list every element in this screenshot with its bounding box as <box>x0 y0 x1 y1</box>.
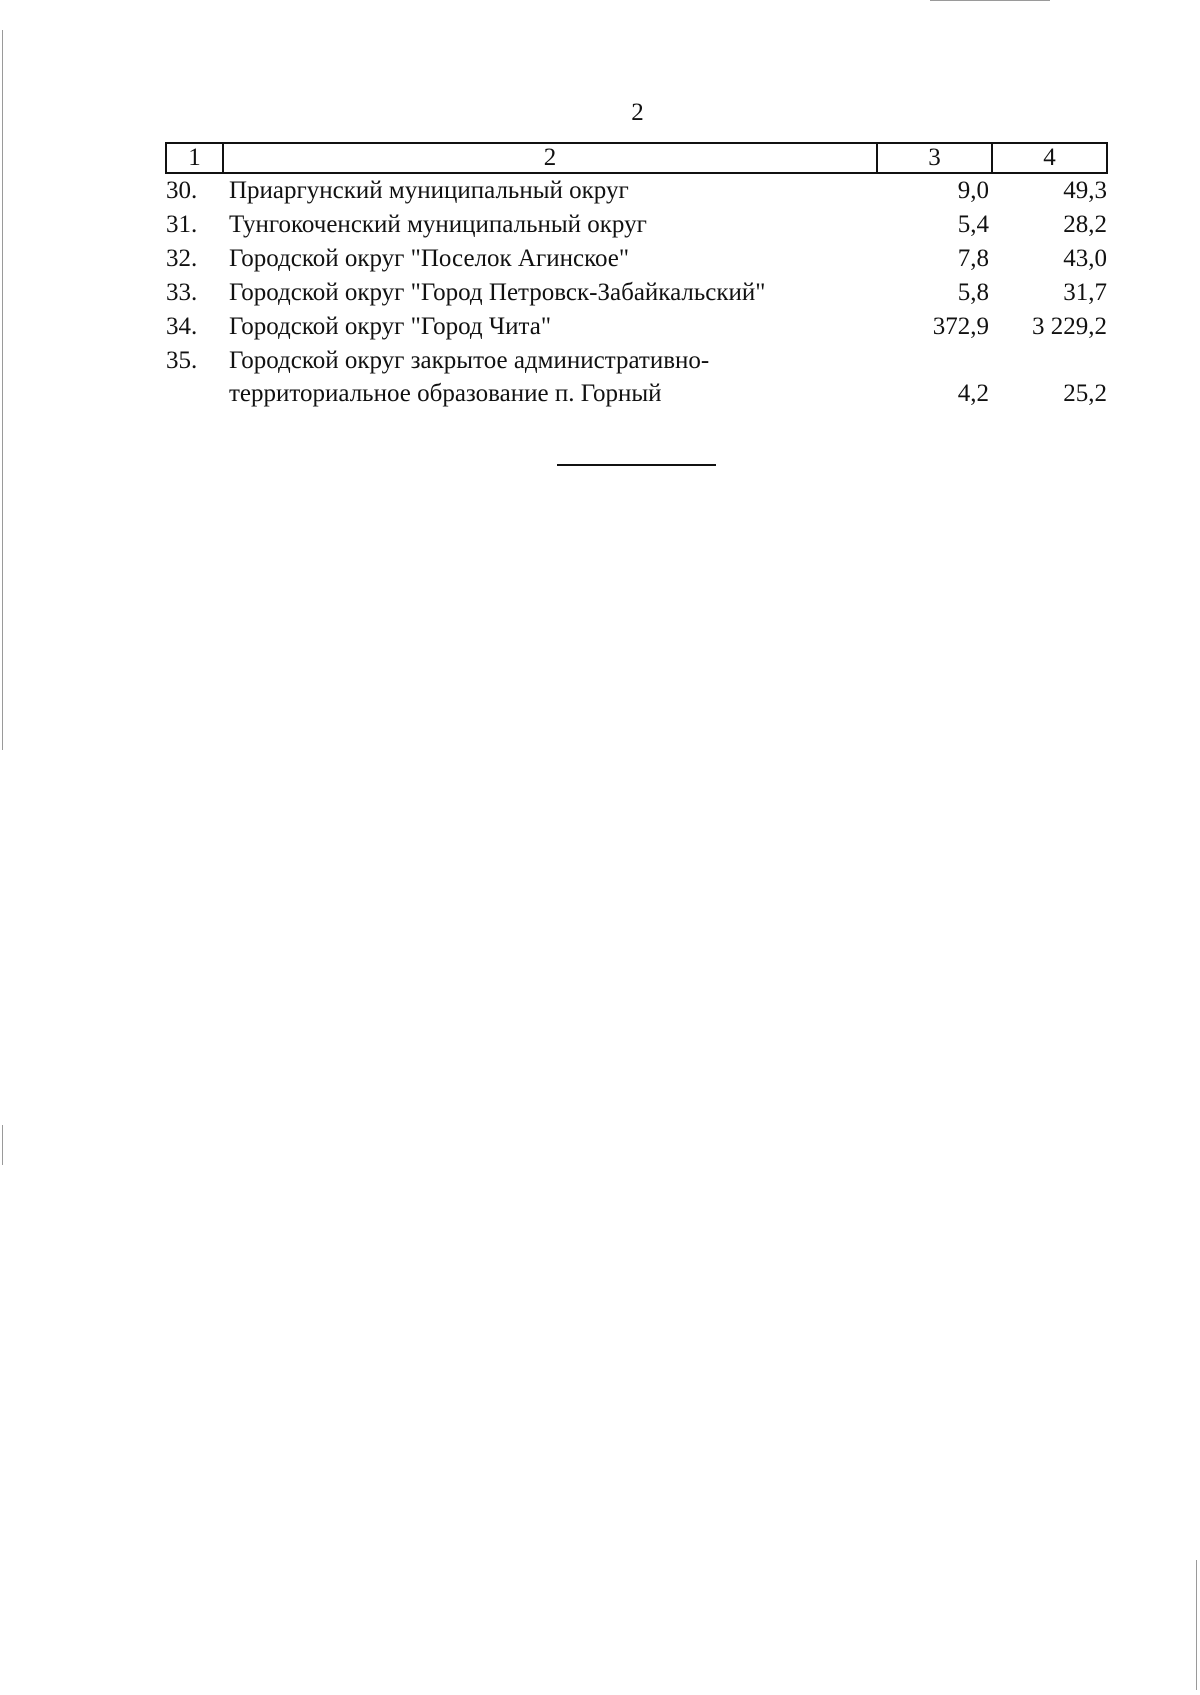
row-name-line: Городской округ закрытое административно- <box>229 347 710 374</box>
row-name-line: территориальное образование п. Горный <box>229 380 662 407</box>
row-number: 32. <box>166 245 198 272</box>
page-number: 2 <box>631 99 644 126</box>
scan-edge-line <box>930 0 1050 1</box>
row-value-col4: 49,3 <box>1063 177 1107 204</box>
row-value-col3: 9,0 <box>957 177 989 204</box>
row-number: 33. <box>166 279 198 306</box>
row-name <box>223 173 877 208</box>
row-name-line: Тунгокоченский муниципальный округ <box>229 211 647 238</box>
row-value-col3: 5,8 <box>957 279 989 306</box>
table-row <box>166 344 1107 410</box>
row-name-line: Городской округ "Поселок Агинское" <box>229 245 630 272</box>
row-value-col3: 372,9 <box>932 313 989 340</box>
row-value-col4: 3 229,2 <box>1032 313 1107 340</box>
row-value-col4: 31,7 <box>1063 279 1107 306</box>
row-name <box>223 208 877 242</box>
row-name <box>223 242 877 276</box>
row-value-col4: 25,2 <box>1063 380 1107 407</box>
row-value-col3: 5,4 <box>957 211 989 238</box>
end-of-table-rule <box>557 464 716 466</box>
row-name-line: Приаргунский муниципальный округ <box>229 177 629 204</box>
row-number: 31. <box>166 211 198 238</box>
row-name-line: Городской округ "Город Петровск-Забайкальский" <box>229 279 766 306</box>
row-value-col4: 28,2 <box>1063 211 1107 238</box>
data-table <box>165 142 1108 410</box>
row-value-col3: 4,2 <box>957 380 989 407</box>
table-header-row <box>166 143 1107 173</box>
row-name <box>223 344 877 410</box>
table-row <box>166 173 1107 208</box>
scan-edge-line <box>2 1125 3 1165</box>
scan-edge-line <box>1196 1560 1197 1690</box>
table-row <box>166 310 1107 344</box>
table-row <box>166 276 1107 310</box>
row-name <box>223 310 877 344</box>
scan-edge-line <box>2 30 3 750</box>
row-number: 35. <box>166 347 198 374</box>
header-cell-4: 4 <box>992 143 1107 173</box>
header-cell-2: 2 <box>223 143 877 173</box>
table-row <box>166 242 1107 276</box>
row-value-col3: 7,8 <box>957 245 989 272</box>
row-value-col4: 43,0 <box>1063 245 1107 272</box>
table-row <box>166 208 1107 242</box>
row-name <box>223 276 877 310</box>
row-number: 34. <box>166 313 198 340</box>
row-name-line: Городской округ "Город Чита" <box>229 313 552 340</box>
header-cell-1: 1 <box>166 143 223 173</box>
header-cell-3: 3 <box>877 143 992 173</box>
row-number: 30. <box>166 177 198 204</box>
